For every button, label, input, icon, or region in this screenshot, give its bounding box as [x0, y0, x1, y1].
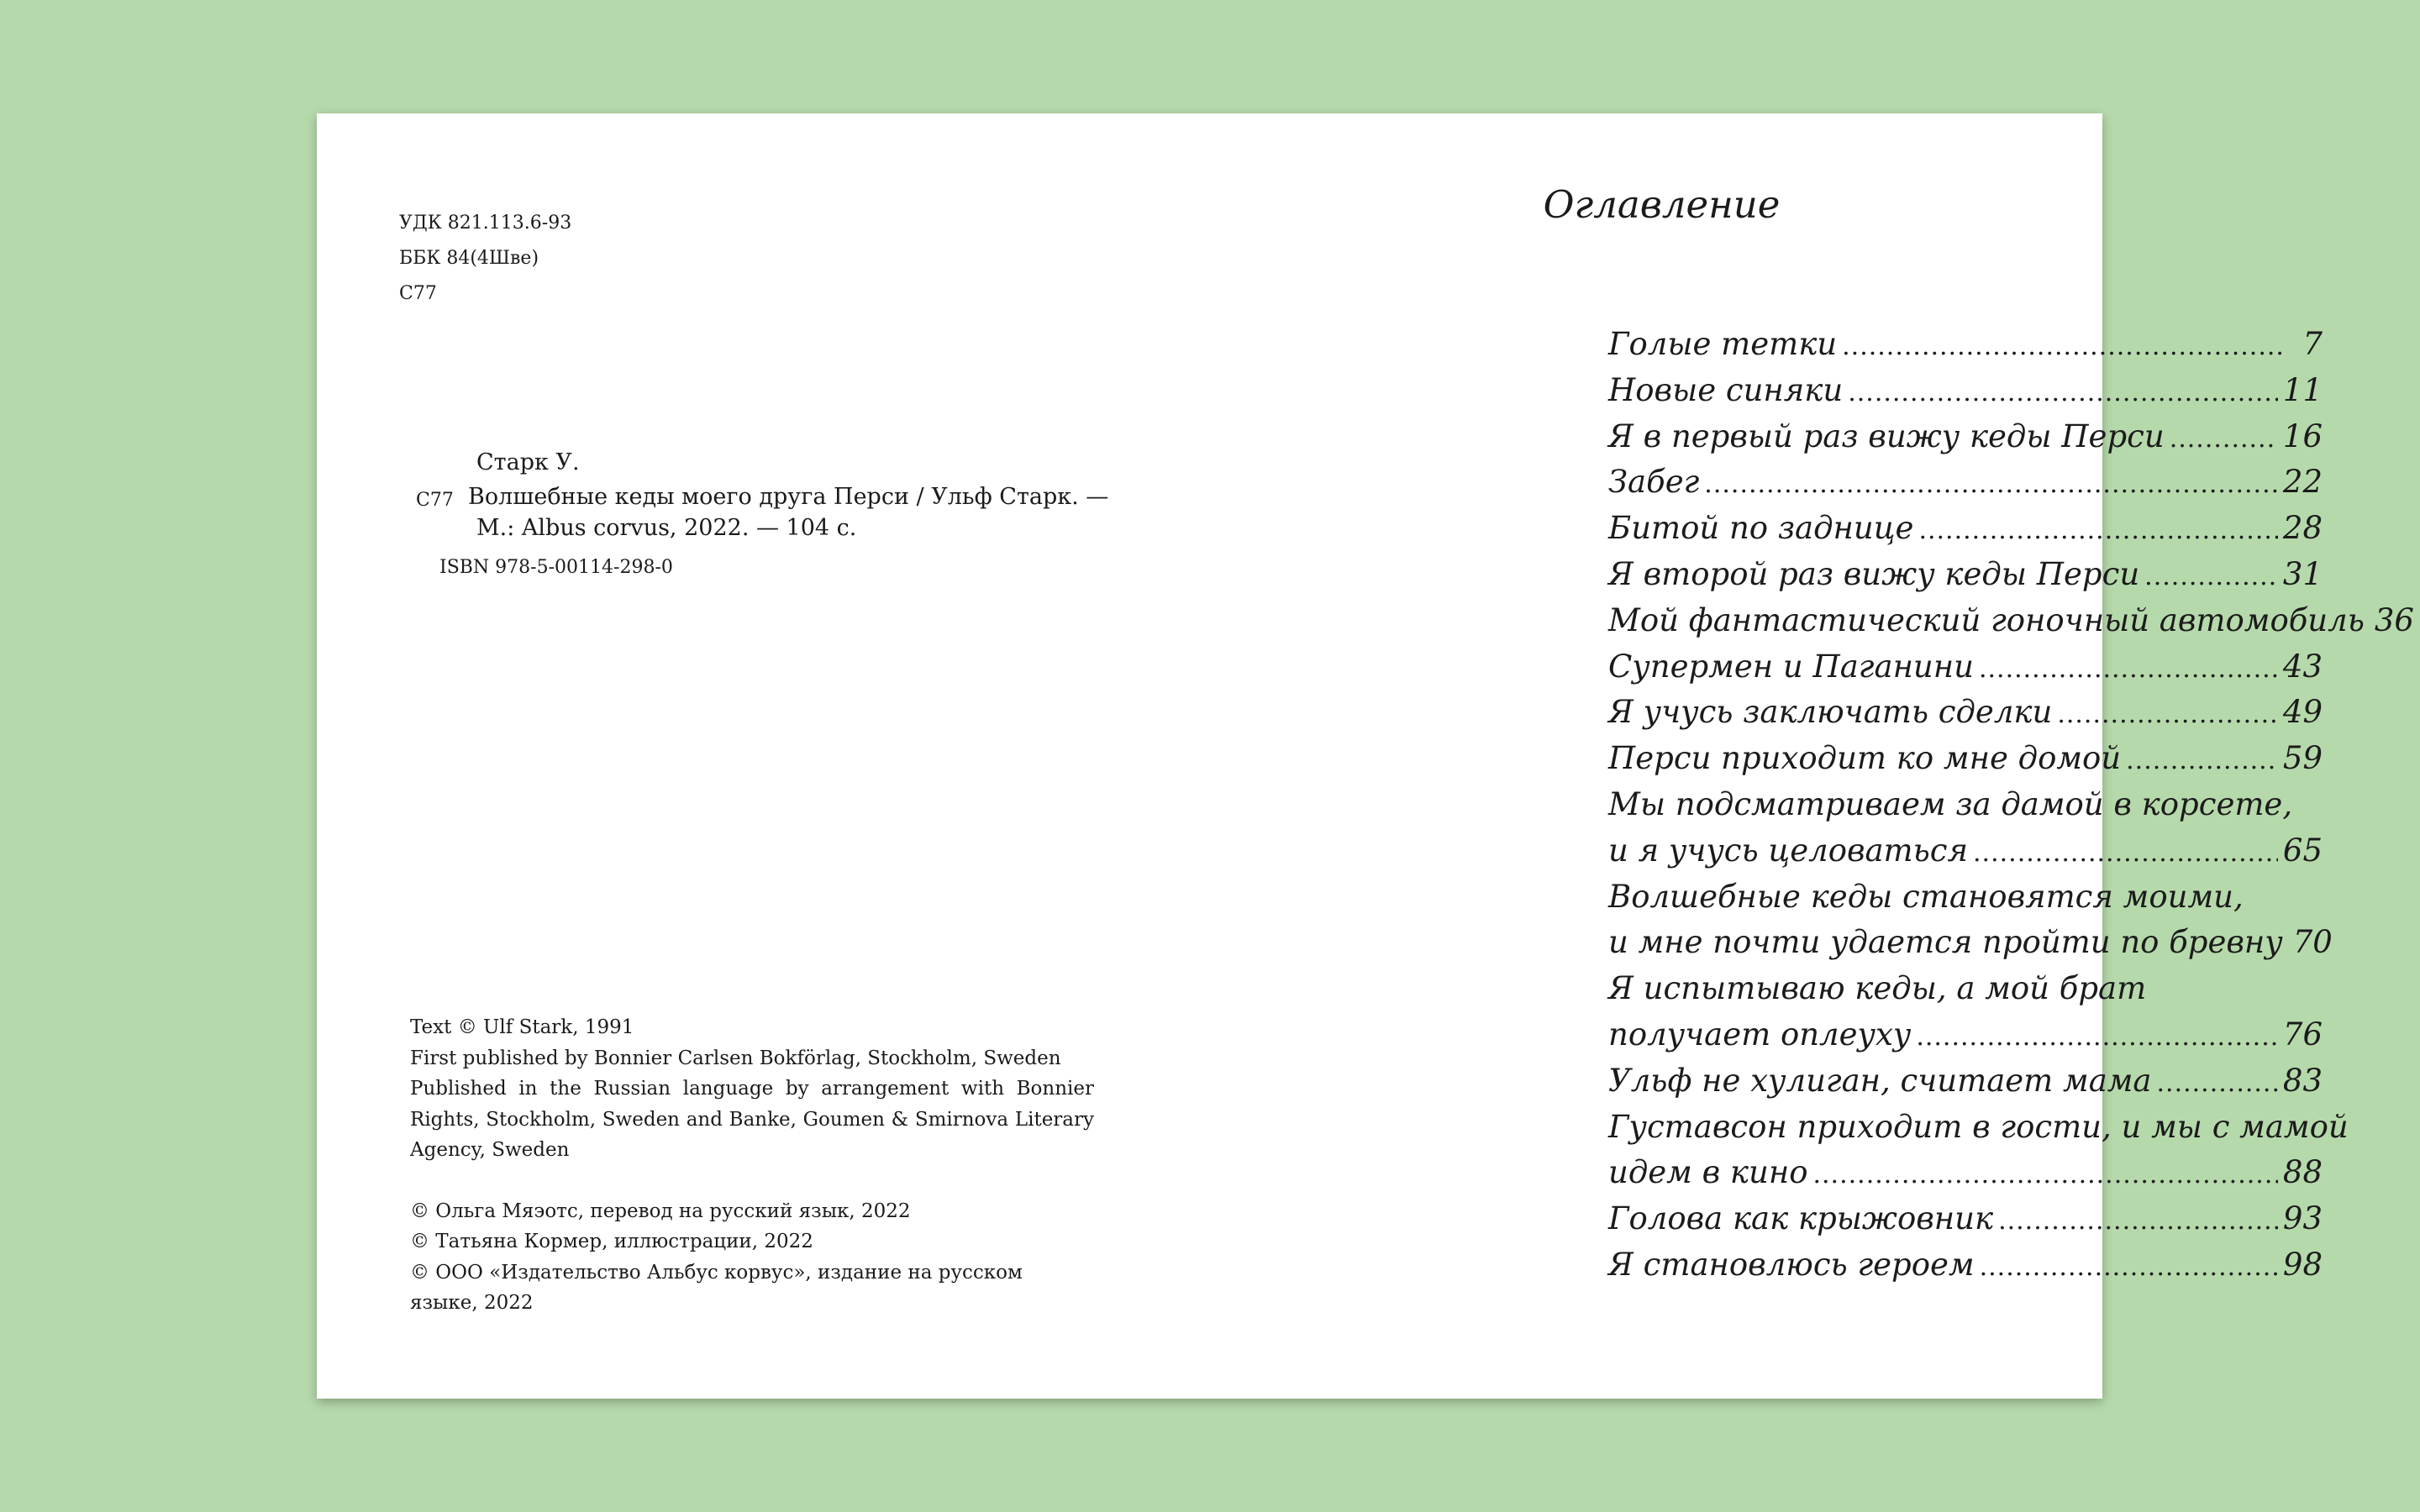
catalog-code: С77: [416, 490, 454, 511]
author-sign: С77: [399, 283, 437, 304]
toc-entry-title: Я второй раз вижу кеды Перси: [1608, 555, 2140, 592]
toc-entry: [1608, 552, 2323, 598]
toc-leader-dots: [1973, 831, 2278, 877]
toc-entry: [1608, 322, 2323, 368]
toc-entry-title: Забег: [1608, 464, 1700, 501]
toc-page-number: 43: [2282, 648, 2323, 685]
toc-entry: [1608, 506, 2323, 552]
toc-page-number: 22: [2282, 464, 2323, 501]
toc-entry: [1608, 1150, 2323, 1196]
toc-leader-dots: [1842, 324, 2282, 370]
toc-entry-title-line: Густавсон приходит в гости, и мы с мамой: [1608, 1108, 2349, 1145]
toc-entry-title: Голова как крыжовник: [1608, 1200, 1994, 1237]
toc-entry-title: Супермен и Паганини: [1608, 648, 1974, 685]
toc-leader-dots: [1979, 647, 2278, 693]
edition-copyright: © ООО «Издательство Альбус корвус», издание на русском языке, 2022: [410, 1261, 1023, 1314]
toc-entry: [1608, 1012, 2323, 1058]
toc-leader-dots: [2126, 738, 2278, 785]
toc-entry-title-line: Волшебные кеды становятся моими,: [1608, 878, 2244, 915]
isbn: ISBN 978-5-00114-298-0: [439, 557, 673, 578]
toc-page-number: 31: [2282, 555, 2323, 592]
toc-entry-title: и мне почти удается пройти по бревну: [1608, 924, 2283, 961]
toc-entry-title-line: Мы подсматриваем за дамой в корсете,: [1608, 785, 2293, 822]
translation-copyright: © Ольга Мяэотс, перевод на русский язык, 2022: [410, 1200, 911, 1222]
toc-leader-dots: [1704, 462, 2278, 508]
russian-rights: Published in the Russian language by arrangement with Bonnier Rights, Stockholm, Sweden and Banke, Goumen & Smirnova Literary Agency, Sweden: [410, 1078, 1094, 1161]
table-of-contents: [1608, 322, 2414, 1289]
toc-page-number: 76: [2282, 1016, 2323, 1053]
catalog-publisher-line: М.: Albus corvus, 2022. — 104 с.: [476, 515, 857, 541]
toc-leader-dots: [1918, 508, 2277, 554]
toc-page-number: 36: [2374, 601, 2414, 638]
toc-entry: [1608, 1058, 2323, 1105]
toc-page-number: 65: [2282, 832, 2323, 869]
catalog-author: Старк У.: [476, 449, 580, 475]
catalog-title-line: Волшебные кеды моего друга Перси / Ульф Старк. —: [468, 484, 1109, 510]
toc-page-number: 93: [2282, 1200, 2323, 1237]
first-published: First published by Bonnier Carlsen Bokförlag, Stockholm, Sweden: [410, 1047, 1061, 1069]
catalog-description: [468, 481, 1108, 543]
copyright-block: [410, 1012, 1094, 1319]
toc-entry-title: Битой по заднице: [1608, 510, 1914, 547]
toc-leader-dots: [2144, 554, 2278, 601]
toc-entry-title: Новые синяки: [1608, 371, 1844, 408]
toc-page-number: 28: [2282, 510, 2323, 547]
toc-entry-title: получает оплеуху: [1608, 1016, 1912, 1053]
toc-entry: [1608, 736, 2323, 782]
toc-entry-title: и я учусь целоваться: [1608, 832, 1969, 869]
bbk-code: ББК 84(4Шве): [399, 248, 539, 269]
toc-entry-title: Голые тетки: [1608, 326, 1838, 362]
toc-entry: [1608, 368, 2323, 414]
book-spread: [317, 113, 2414, 1399]
toc-entry: [1608, 644, 2323, 690]
toc-entry: [1608, 414, 2323, 460]
toc-leader-dots: [1998, 1199, 2278, 1245]
toc-leader-dots: [2170, 417, 2278, 463]
toc-entry-title: Ульф не хулиган, считает мама: [1608, 1062, 2152, 1099]
toc-leader-dots: [1848, 370, 2278, 417]
toc-page-number: 70: [2292, 924, 2333, 961]
classification-codes: [399, 206, 571, 312]
contents-page: [1209, 113, 2414, 1399]
toc-page-number: 16: [2282, 417, 2323, 454]
toc-entry-title: Перси приходит ко мне домой: [1608, 740, 2122, 777]
toc-entry: [1608, 1196, 2323, 1242]
toc-leader-dots: [2057, 692, 2278, 738]
toc-entry: [1608, 598, 2414, 644]
toc-leader-dots: [1980, 1245, 2278, 1291]
toc-entry: [1608, 828, 2323, 874]
toc-page-number: 11: [2282, 371, 2323, 408]
udk-code: УДК 821.113.6-93: [399, 213, 572, 234]
toc-entry: [1608, 1242, 2323, 1289]
toc-entry-title: Я учусь заключать сделки: [1608, 694, 2053, 731]
toc-entry-title-line: Я испытываю кеды, а мой брат: [1608, 970, 2147, 1007]
text-copyright: Text © Ulf Stark, 1991: [410, 1016, 634, 1038]
toc-page-number: 98: [2282, 1246, 2323, 1283]
toc-entry-title: идем в кино: [1608, 1154, 1808, 1191]
toc-page-number: 88: [2282, 1154, 2323, 1191]
toc-page-number: 59: [2282, 740, 2323, 777]
toc-page-number: 7: [2302, 326, 2323, 362]
toc-leader-dots: [1812, 1152, 2277, 1199]
toc-entry-title: Мой фантастический гоночный автомобиль: [1608, 601, 2365, 638]
toc-leader-dots: [1916, 1015, 2278, 1061]
toc-entry: [1608, 690, 2323, 736]
toc-entry-title: Я в первый раз вижу кеды Перси: [1608, 417, 2165, 454]
toc-entry: [1608, 920, 2333, 966]
toc-leader-dots: [2157, 1061, 2278, 1107]
toc-entry: [1608, 459, 2323, 506]
toc-page-number: 49: [2282, 694, 2323, 731]
illustrations-copyright: © Татьяна Кормер, иллюстрации, 2022: [410, 1231, 813, 1252]
toc-page-number: 83: [2282, 1062, 2323, 1099]
contents-title: Оглавление: [1543, 182, 1781, 227]
toc-entry-title: Я становлюсь героем: [1608, 1246, 1975, 1283]
imprint-page: [317, 113, 1209, 1399]
